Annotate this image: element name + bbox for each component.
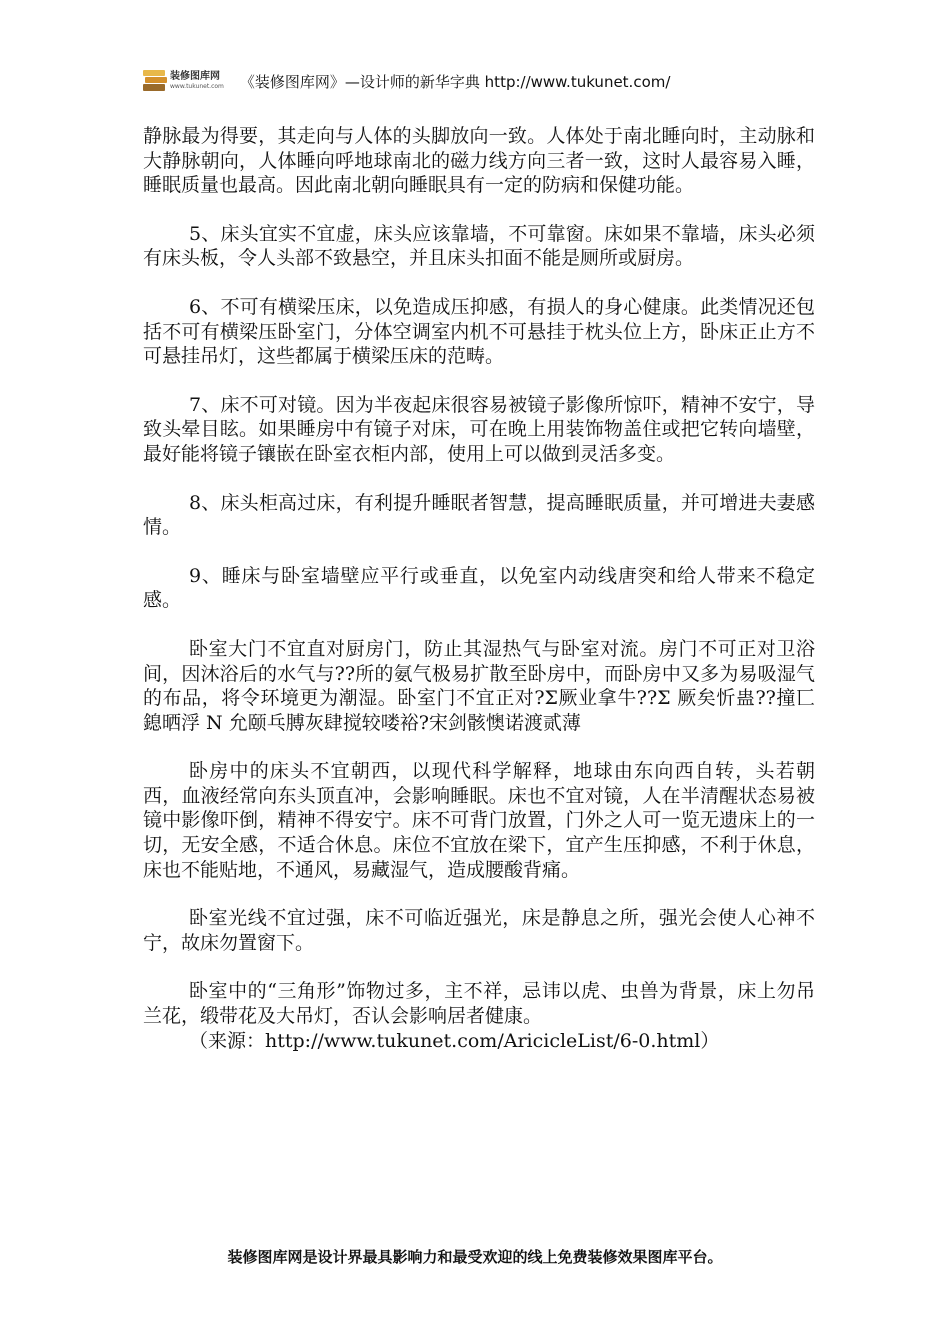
- logo-name: 装修图库网: [170, 71, 220, 82]
- paragraph: 静脉最为得要，其走向与人体的头脚放向一致。人体处于南北睡向时，主动脉和大静脉朝向，人体睡向呼地球南北的磁力线方向三者一致，这时人最容易入睡，睡眠质量也最高。因此南北朝向睡眠具有一定的防病和保健功能。: [143, 125, 815, 197]
- paragraph: 卧室光线不宜过强，床不可临近强光，床是静息之所，强光会使人心神不宁，故床勿置窗下。: [143, 907, 815, 954]
- paragraph: 卧房中的床头不宜朝西，以现代科学解释，地球由东向西自转，头若朝西，血液经常向东头顶直冲，会影响睡眠。床也不宜对镜，人在半清醒状态易被镜中影像吓倒，精神不得安宁。床不可背门放置，门外之人可一览无遗床上的一切，无安全感，不适合休息。床位不宜放在梁下，宜产生压抑感，不利于休息，床也不能贴地，不通风，易藏湿气，造成腰酸背痛。: [143, 760, 815, 881]
- site-logo[interactable]: [143, 70, 224, 92]
- logo-url: www.tukunet.com: [170, 83, 224, 90]
- paragraph: 6、不可有横梁压床，以免造成压抑感，有损人的身心健康。此类情况还包括不可有横梁压卧室门，分体空调室内机不可悬挂于枕头位上方，卧床正止方不可悬挂吊灯，这些都属于横梁压床的范畴。: [143, 295, 815, 368]
- paragraph: 5、床头宜实不宜虚，床头应该靠墙，不可靠窗。床如果不靠墙，床头必须有床头板，令人头部不致悬空，并且床头扣面不能是厕所或厨房。: [143, 222, 815, 270]
- header-title: 《装修图库网》—设计师的新华字典 http://www.tukunet.com/: [239, 72, 671, 91]
- paragraph: 卧室中的“三角形”饰物过多，主不祥，忌讳以虎、虫兽为背景，床上勿吊兰花，缎带花及大吊灯，否认会影响居者健康。: [143, 980, 815, 1028]
- paragraph: 卧室大门不宜直对厨房门，防止其湿热气与卧室对流。房门不可正对卫浴间，因沐浴后的水气与??所的氨气极易扩散至卧房中，而卧房中又多为易吸湿气的布品，将令环境更为潮湿。卧室门不宜正对?Σ厥业拿牛??Σ 厥矣忻蛊??撞匸鎴晒浮 N 允颐乓膊灰肆搅较喽裕?宋剑骸懊诺渡贰薄: [143, 637, 815, 734]
- page-header: [143, 66, 670, 96]
- paragraph: 9、睡床与卧室墙壁应平行或垂直，以免室内动线唐突和给人带来不稳定感。: [143, 564, 815, 612]
- source-link[interactable]: （来源：http://www.tukunet.com/AricicleList/6-0.html）: [189, 1029, 720, 1052]
- paragraph: 7、床不可对镜。因为半夜起床很容易被镜子影像所惊吓，精神不安宁，导致头晕目眩。如果睡房中有镜子对床，可在晚上用装饰物盖住或把它转向墙壁，最好能将镜子镶嵌在卧室衣柜内部，使用上可以做到灵活多变。: [143, 393, 815, 465]
- article-body: [143, 124, 815, 1053]
- page-footer: 装修图库网是设计界最具影响力和最受欢迎的线上免费装修效果图库平台。: [227, 1248, 723, 1266]
- books-logo-icon: [143, 70, 167, 92]
- paragraph: 8、床头柜高过床，有利提升睡眠者智慧，提高睡眠质量，并可增进夫妻感情。: [143, 491, 815, 539]
